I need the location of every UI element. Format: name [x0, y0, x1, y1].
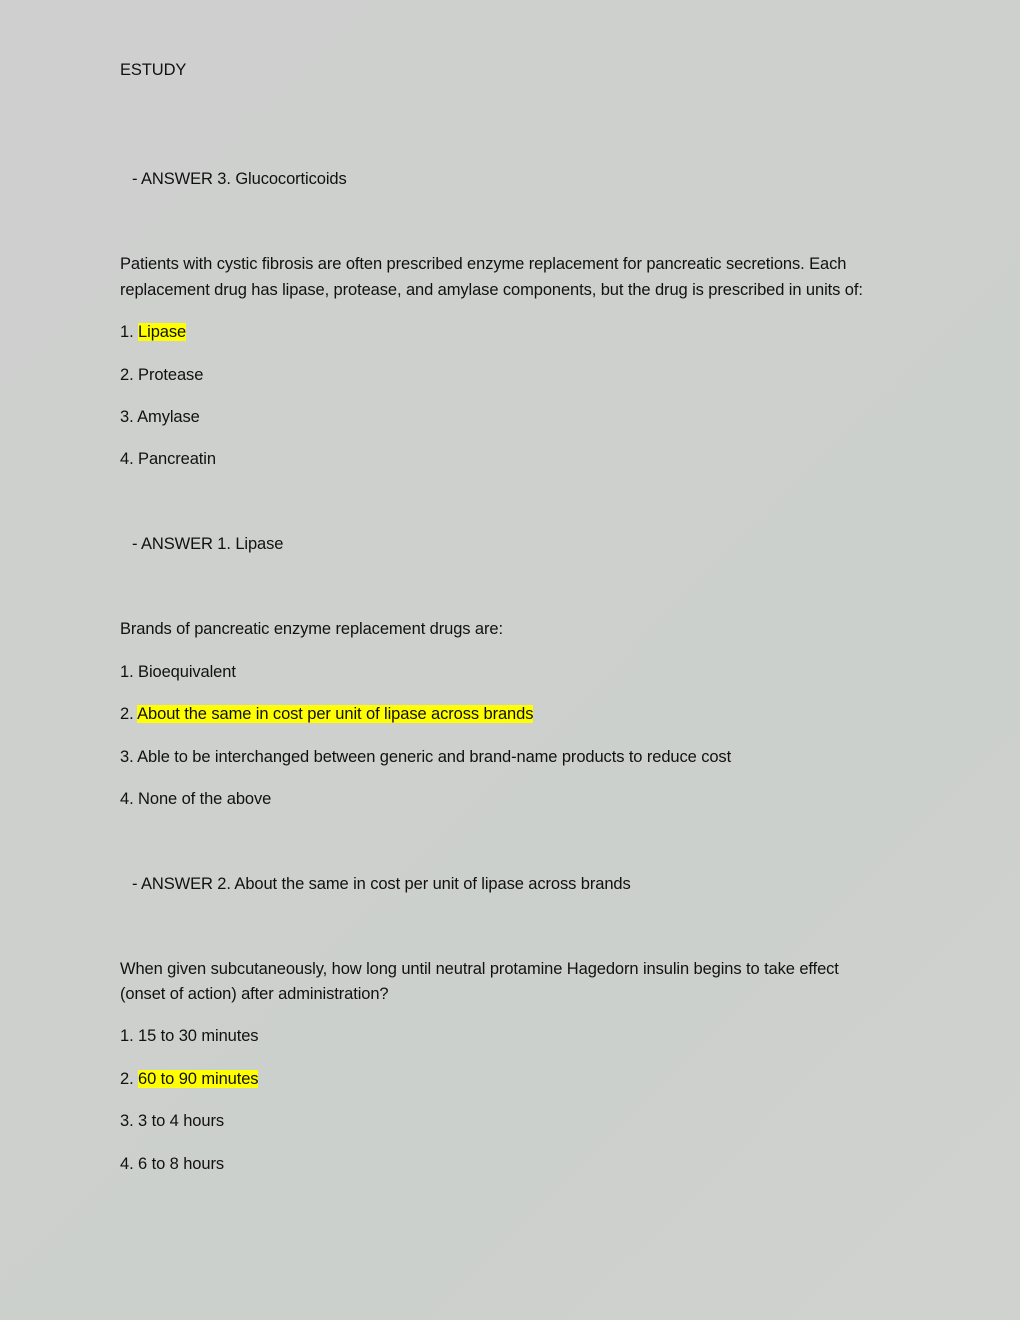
option-q2-3	[120, 745, 731, 770]
option-text: Pancreatin	[138, 450, 216, 468]
option-text: 15 to 30 minutes	[138, 1027, 259, 1045]
option-text-highlighted: About the same in cost per unit of lipase across brands	[137, 705, 534, 723]
option-text: Bioequivalent	[138, 663, 236, 681]
option-q2-1	[120, 660, 236, 685]
option-q1-3	[120, 405, 200, 430]
option-number: 2.	[120, 705, 134, 723]
option-text: 3 to 4 hours	[138, 1112, 224, 1130]
answer-lipase: - ANSWER 1. Lipase	[132, 535, 284, 553]
option-text: None of the above	[138, 790, 272, 808]
option-number: 1.	[120, 323, 134, 341]
option-text: Protease	[138, 366, 204, 384]
option-q2-4	[120, 787, 271, 812]
question-nph-insulin-line2: (onset of action) after administration?	[120, 985, 389, 1003]
question-cystic-fibrosis-line1: Patients with cystic fibrosis are often prescribed enzyme replacement for pancreatic secretions. Each	[120, 255, 847, 273]
option-q1-4	[120, 447, 216, 472]
option-number: 4.	[120, 1155, 134, 1173]
question-cystic-fibrosis-line2: replacement drug has lipase, protease, and amylase components, but the drug is prescribed in units of:	[120, 281, 863, 299]
question-pancreatic-brands: Brands of pancreatic enzyme replacement drugs are:	[120, 620, 503, 638]
question-nph-insulin-line1: When given subcutaneously, how long until neutral protamine Hagedorn insulin begins to take effect	[120, 960, 839, 978]
answer-glucocorticoids: - ANSWER 3. Glucocorticoids	[132, 170, 347, 188]
option-q3-3	[120, 1109, 224, 1134]
option-number: 1.	[120, 663, 134, 681]
option-q2-2	[120, 702, 533, 727]
option-q3-1	[120, 1024, 258, 1049]
answer-same-cost: - ANSWER 2. About the same in cost per unit of lipase across brands	[132, 875, 631, 893]
option-q3-2	[120, 1067, 258, 1092]
option-number: 4.	[120, 790, 134, 808]
option-number: 3.	[120, 748, 134, 766]
option-q3-4	[120, 1152, 224, 1177]
option-number: 2.	[120, 366, 134, 384]
option-text: Amylase	[137, 408, 200, 426]
option-number: 3.	[120, 1112, 134, 1130]
option-text: Able to be interchanged between generic and brand-name products to reduce cost	[137, 748, 732, 766]
option-number: 2.	[120, 1070, 134, 1088]
option-number: 3.	[120, 408, 134, 426]
option-number: 1.	[120, 1027, 134, 1045]
option-text-highlighted: 60 to 90 minutes	[138, 1070, 259, 1088]
option-q1-1	[120, 320, 186, 345]
option-text-highlighted: Lipase	[138, 323, 187, 341]
option-q1-2	[120, 363, 203, 388]
document-header: ESTUDY	[120, 61, 187, 79]
option-number: 4.	[120, 450, 134, 468]
option-text: 6 to 8 hours	[138, 1155, 224, 1173]
